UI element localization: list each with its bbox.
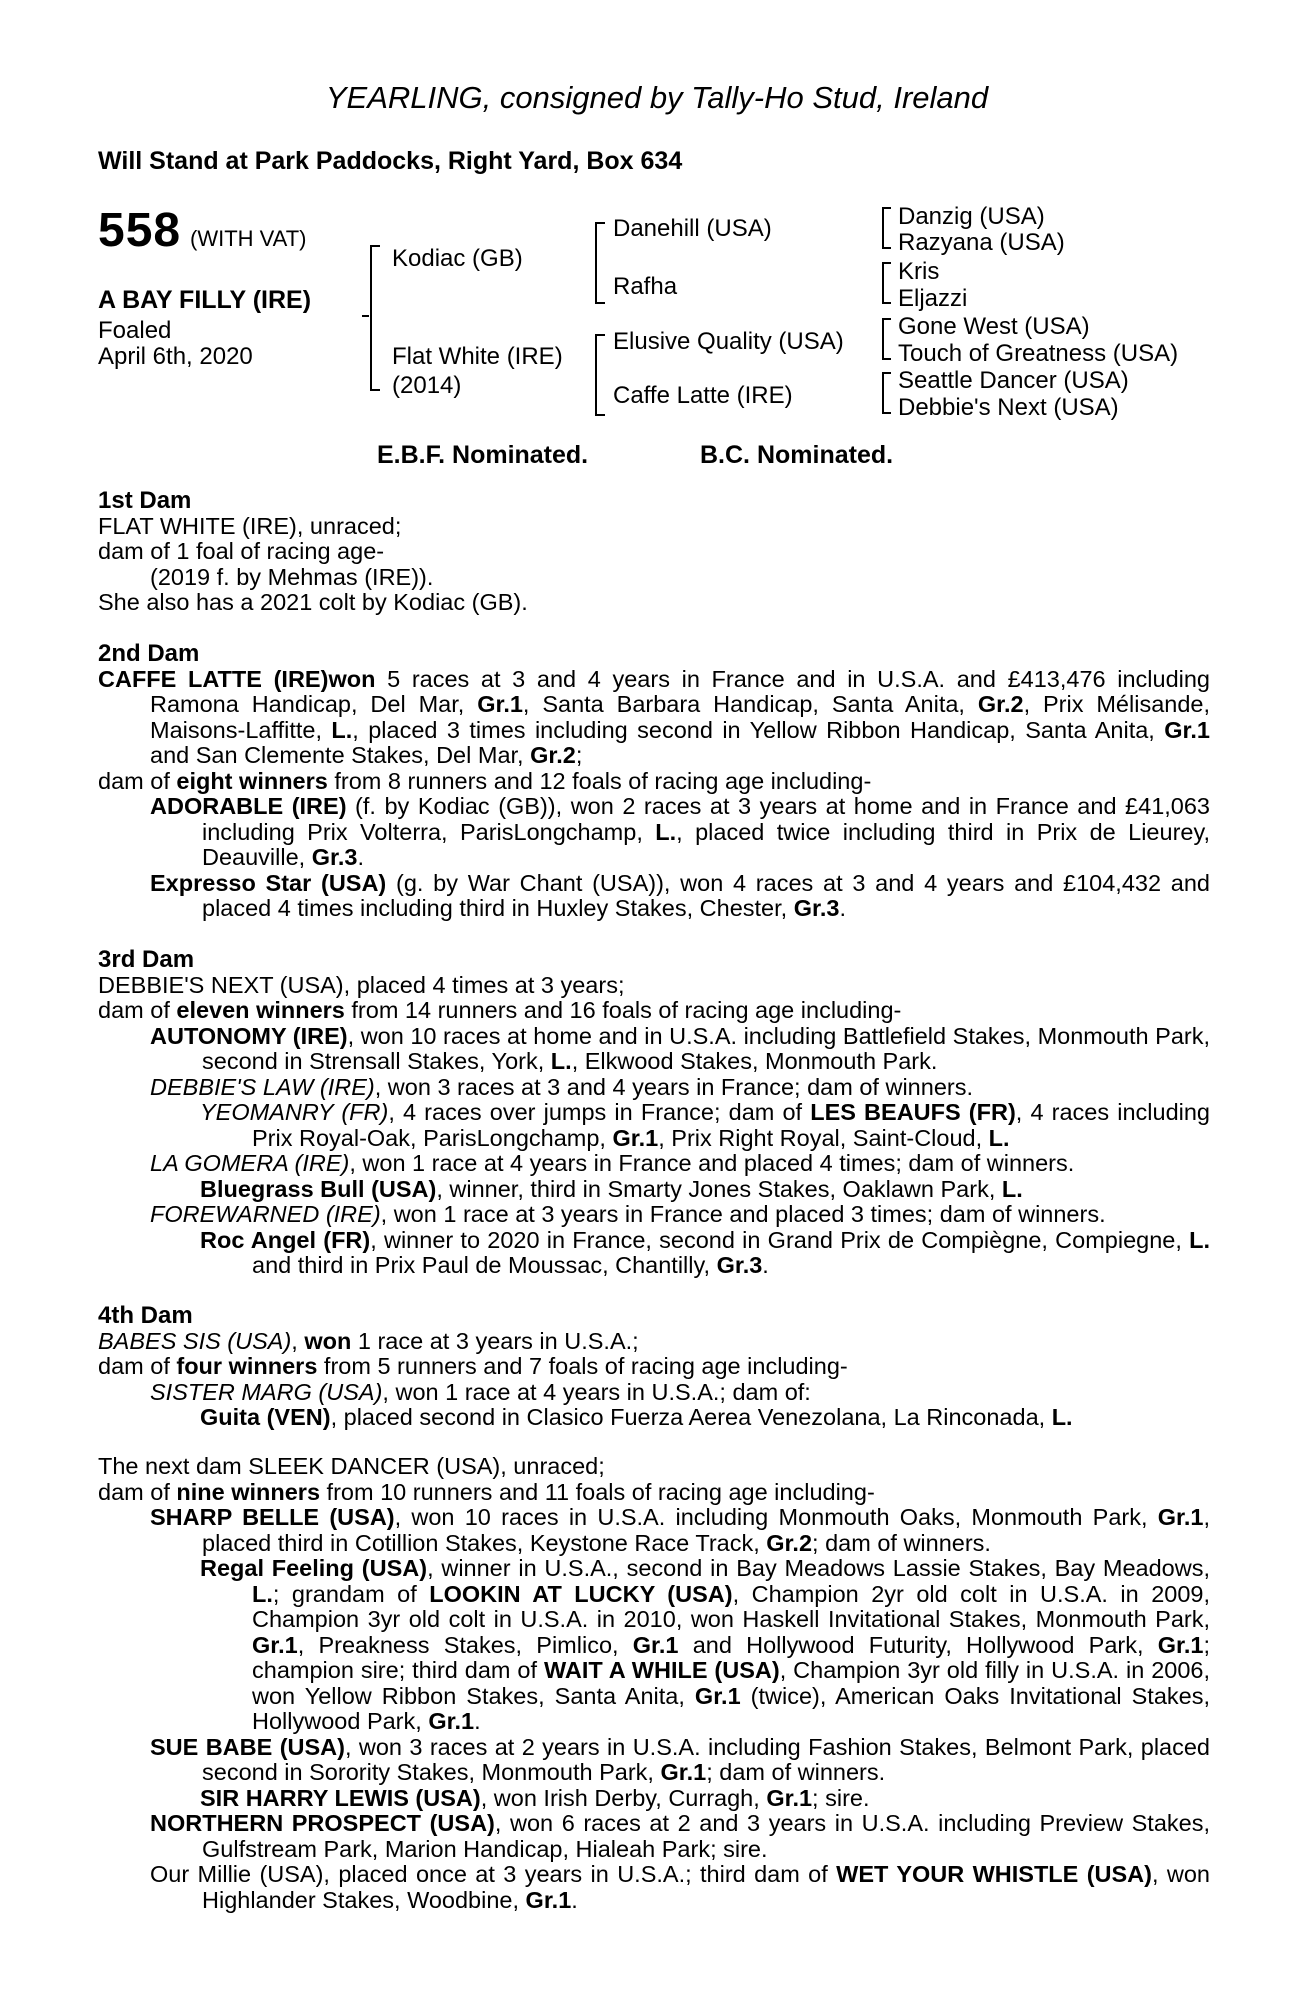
next-dam-section	[98, 1454, 1210, 1913]
horse-name: AUTONOMY (IRE)	[150, 1022, 348, 1049]
guita-entry: Guita (VEN), placed second in Clasico Fuerza Aerea Venezolana, La Rinconada, L.	[200, 1404, 1073, 1430]
grandsire-5: Gone West (USA)	[898, 313, 1090, 340]
horse-name: SIR HARRY LEWIS (USA)	[200, 1784, 481, 1811]
g3-brace-1	[882, 207, 891, 249]
first-dam-line: FLAT WHITE (IRE), unraced;	[98, 512, 402, 539]
bc-nomination: B.C. Nominated.	[700, 441, 894, 469]
third-dam-line: DEBBIE'S NEXT (USA), placed 4 times at 3 years;	[98, 971, 625, 998]
horse-name: CAFFE LATTE (IRE)	[98, 665, 329, 692]
lot-number: 558	[98, 204, 182, 257]
g3-brace-2	[882, 262, 891, 304]
horse-name: YEOMANRY (FR)	[200, 1099, 389, 1125]
stand-location: Will Stand at Park Paddocks, Right Yard, Box 634	[98, 147, 683, 175]
first-dam-line: dam of 1 foal of racing age-	[98, 538, 385, 564]
horse-name: LA GOMERA (IRE)	[150, 1150, 350, 1176]
dam-of-line: dam of nine winners from 10 runners and 11 foals of racing age including-	[98, 1478, 875, 1505]
roc-angel-entry: Roc Angel (FR), winner to 2020 in France, second in Grand Prix de Compiègne, Compiegne, L. and third in Prix Paul de Moussac, Chantilly, Gr.3.	[200, 1226, 1211, 1278]
dam-sire: Elusive Quality (USA)	[613, 328, 844, 355]
sire-name: Kodiac (GB)	[392, 245, 523, 272]
dam-of-line: dam of eleven winners from 14 runners and 16 foals of racing age including-	[98, 997, 902, 1023]
foaled-label: Foaled	[98, 317, 172, 344]
horse-name: DEBBIE'S LAW (IRE)	[150, 1073, 375, 1100]
pedigree-brace-tip	[362, 315, 369, 317]
ebf-nomination: E.B.F. Nominated.	[377, 441, 589, 469]
la-gomera-entry: LA GOMERA (IRE), won 1 race at 4 years in France and placed 4 times; dam of winners.	[150, 1150, 1075, 1176]
dam-of-line: dam of eight winners from 8 runners and 12 foals of racing age including-	[98, 767, 872, 794]
second-dam-section	[98, 641, 1210, 922]
caffe-latte-entry: CAFFE LATTE (IRE)won 5 races at 3 and 4 years in France and in U.S.A. and £413,476 including Ramona Handicap, Del Mar, Gr.1, Santa Barbara Handicap, Santa Anita, Gr.2, Prix Mélisande, Maisons-Laffitte, L., placed 3 times including second in Yellow Ribbon Handicap, Santa Anita, Gr.1 and San Clemente Stakes, Del Mar, Gr.2;	[98, 665, 1211, 768]
first-dam-section	[98, 488, 1210, 616]
sister-marg-entry: SISTER MARG (USA), won 1 race at 4 years in U.S.A.; dam of:	[150, 1378, 811, 1405]
sire-sire: Danehill (USA)	[613, 215, 772, 242]
sir-harry-entry: SIR HARRY LEWIS (USA), won Irish Derby, Curragh, Gr.1; sire.	[200, 1784, 870, 1811]
sire-brace	[595, 222, 605, 304]
page-header: YEARLING, consigned by Tally-Ho Stud, Ireland	[325, 80, 989, 115]
sharp-belle-entry: SHARP BELLE (USA), won 10 races in U.S.A. including Monmouth Oaks, Monmouth Park, Gr.1, placed third in Cotillion Stakes, Keystone Race Track, Gr.2; dam of winners.	[150, 1504, 1210, 1556]
grandsire-2: Razyana (USA)	[898, 229, 1065, 256]
horse-name: SHARP BELLE (USA)	[150, 1504, 395, 1530]
fourth-dam-section	[98, 1303, 1210, 1431]
next-dam-line: The next dam SLEEK DANCER (USA), unraced;	[98, 1453, 605, 1479]
regal-feeling-entry: Regal Feeling (USA), winner in U.S.A., second in Bay Meadows Lassie Stakes, Bay Meadows, L.; grandam of LOOKIN AT LUCKY (USA), Champion 2yr old colt in U.S.A. in 2009, Champion 3yr old colt in U.S.A. in 2010, won Haskell Invitational Stakes, Monmouth Park, Gr.1, Preakness Stakes, Pimlico, Gr.1 and Hollywood Futurity, Hollywood Park, Gr.1; champion sire; third dam of WAIT A WHILE (USA), Champion 3yr old filly in U.S.A. in 2006, won Yellow Ribbon Stakes, Santa Anita, Gr.1 (twice), American Oaks Invitational Stakes, Hollywood Park, Gr.1.	[200, 1555, 1211, 1734]
horse-name: Guita (VEN)	[200, 1404, 331, 1430]
g3-brace-4	[882, 372, 891, 414]
grandsire-7: Seattle Dancer (USA)	[898, 367, 1129, 394]
fourth-dam-heading: 4th Dam	[98, 1302, 193, 1329]
horse-name: Expresso Star (USA)	[150, 869, 387, 896]
yeomanry-entry: YEOMANRY (FR), 4 races over jumps in France; dam of LES BEAUFS (FR), 4 races including Prix Royal-Oak, ParisLongchamp, Gr.1, Prix Right Royal, Saint-Cloud, L.	[200, 1099, 1210, 1151]
dam-dam: Caffe Latte (IRE)	[613, 382, 793, 409]
g3-brace-3	[882, 318, 891, 360]
first-dam-heading: 1st Dam	[98, 487, 192, 514]
horse-name: BABES SIS (USA)	[98, 1327, 292, 1354]
third-dam-section	[98, 947, 1210, 1279]
horse-name: Roc Angel (FR)	[200, 1226, 371, 1253]
debbies-law-entry: DEBBIE'S LAW (IRE), won 3 races at 3 and 4 years in France; dam of winners.	[150, 1073, 973, 1100]
forewarned-entry: FOREWARNED (IRE), won 1 race at 3 years in France and placed 3 times; dam of winners.	[150, 1201, 1106, 1227]
grandsire-8: Debbie's Next (USA)	[898, 394, 1119, 421]
horse-name: NORTHERN PROSPECT (USA)	[150, 1810, 495, 1836]
second-dam-heading: 2nd Dam	[98, 640, 200, 667]
dam-of-line: dam of four winners from 5 runners and 7 foals of racing age including-	[98, 1353, 848, 1379]
autonomy-entry: AUTONOMY (IRE), won 10 races at home and in U.S.A. including Battlefield Stakes, Monmouth Park, second in Strensall Stakes, York, L., Elkwood Stakes, Monmouth Park.	[150, 1022, 1210, 1074]
horse-name: Bluegrass Bull (USA)	[200, 1175, 437, 1202]
first-dam-line: (2019 f. by Mehmas (IRE)).	[150, 563, 434, 590]
northern-prospect-entry: NORTHERN PROSPECT (USA), won 6 races at 2 and 3 years in U.S.A. including Preview Stakes, Gulfstream Park, Marion Handicap, Hialeah Park; sire.	[150, 1810, 1211, 1862]
pedigree-brace-main	[370, 245, 380, 391]
first-dam-line: She also has a 2021 colt by Kodiac (GB).	[98, 589, 528, 615]
grandsire-3: Kris	[898, 258, 940, 285]
grandsire-1: Danzig (USA)	[898, 203, 1045, 230]
dam-brace	[595, 334, 605, 416]
our-millie-entry: Our Millie (USA), placed once at 3 years in U.S.A.; third dam of WET YOUR WHISTLE (USA), won Highlander Stakes, Woodbine, Gr.1.	[150, 1861, 1210, 1913]
horse-name: ADORABLE (IRE)	[150, 793, 347, 819]
third-dam-heading: 3rd Dam	[98, 946, 195, 973]
horse-name: Regal Feeling (USA)	[200, 1555, 428, 1581]
foaled-date: April 6th, 2020	[98, 343, 253, 370]
dam-name: Flat White (IRE)	[392, 343, 563, 370]
adorable-entry: ADORABLE (IRE) (f. by Kodiac (GB)), won 2 races at 3 years at home and in France and £41,063 including Prix Volterra, ParisLongchamp, L., placed twice including third in Prix de Lieurey, Deauville, Gr.3.	[150, 793, 1211, 870]
vat-note: (WITH VAT)	[190, 226, 307, 251]
grandsire-6: Touch of Greatness (USA)	[898, 340, 1179, 367]
grandsire-4: Eljazzi	[898, 285, 968, 312]
bluegrass-entry: Bluegrass Bull (USA), winner, third in Smarty Jones Stakes, Oaklawn Park, L.	[200, 1175, 1023, 1202]
horse-name: A BAY FILLY (IRE)	[98, 286, 312, 314]
expresso-entry: Expresso Star (USA) (g. by War Chant (USA)), won 4 races at 3 and 4 years and £104,432 and placed 4 times including third in Huxley Stakes, Chester, Gr.3.	[150, 869, 1210, 921]
sue-babe-entry: SUE BABE (USA), won 3 races at 2 years in U.S.A. including Fashion Stakes, Belmont Park, placed second in Sorority Stakes, Monmouth Park, Gr.1; dam of winners.	[150, 1733, 1210, 1785]
horse-name: FOREWARNED (IRE)	[150, 1201, 381, 1227]
babes-sis-entry: BABES SIS (USA), won 1 race at 3 years in U.S.A.;	[98, 1327, 639, 1354]
horse-name: SISTER MARG (USA)	[150, 1378, 383, 1405]
dam-year: (2014)	[392, 372, 462, 399]
sire-dam: Rafha	[613, 273, 678, 300]
horse-name: SUE BABE (USA)	[150, 1733, 345, 1760]
